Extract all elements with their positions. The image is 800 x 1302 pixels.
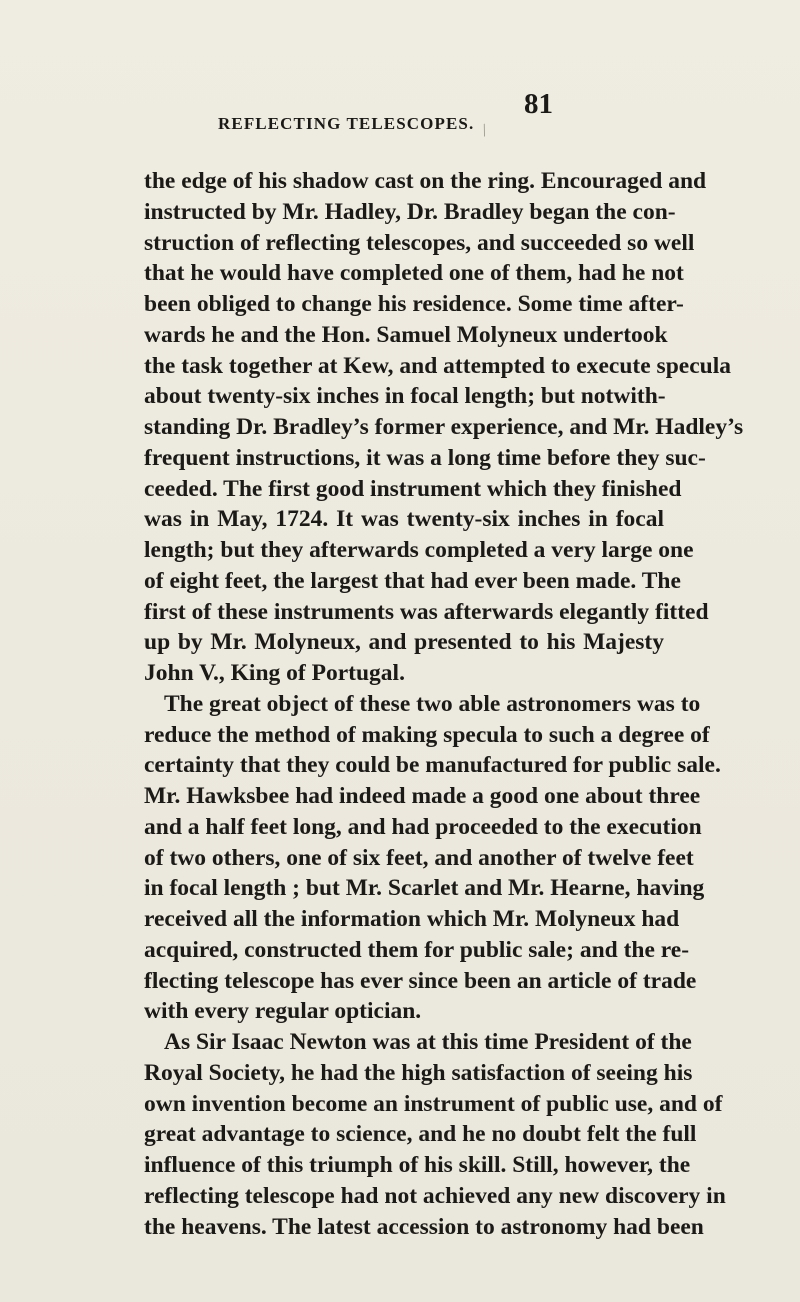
text-line: As Sir Isaac Newton was at this time President of the: [164, 1029, 692, 1055]
text-line: the heavens. The latest accession to astronomy had been: [144, 1213, 704, 1240]
text-line: John V., King of Portugal.: [144, 660, 405, 686]
text-line: up by Mr. Molyneux, and presented to his Majesty: [144, 629, 664, 656]
text-line: that he would have completed one of them, had he not: [144, 260, 684, 287]
text-line: own invention become an instrument of public use, and of: [144, 1090, 723, 1117]
text-line: length; but they afterwards completed a very large one: [144, 537, 694, 563]
page-header: [0, 88, 800, 141]
text-line: influence of this triumph of his skill. Still, however, the: [144, 1152, 691, 1178]
running-head: REFLECTING TELESCOPES.: [218, 114, 475, 133]
text-line: Mr. Hawksbee had indeed made a good one about three: [144, 783, 701, 809]
text-line: reduce the method of making specula to such a degree of: [144, 721, 710, 748]
text-line: the edge of his shadow cast on the ring. Encouraged and: [144, 168, 707, 194]
text-line: was in May, 1724. It was twenty-six inches in focal: [144, 506, 664, 533]
text-line: certainty that they could be manufactured for public sale.: [144, 752, 721, 779]
text-line: ceeded. The first good instrument which they finished: [144, 475, 682, 502]
text-line: standing Dr. Bradley’s former experience, and Mr. Hadley’s: [144, 414, 744, 440]
text-line: about twenty-six inches in focal length; but notwith-: [144, 383, 666, 410]
text-line: with every regular optician.: [144, 998, 422, 1025]
text-line: flecting telescope has ever since been an article of trade: [144, 967, 697, 994]
text-line: Royal Society, he had the high satisfaction of seeing his: [144, 1059, 693, 1086]
text-line: of eight feet, the largest that had ever been made. The: [144, 567, 681, 594]
text-line: frequent instructions, it was a long time before they suc-: [144, 444, 706, 471]
text-line: The great object of these two able astronomers was to: [164, 690, 701, 717]
text-line: reflecting telescope had not achieved any new discovery in: [144, 1182, 726, 1209]
text-line: been obliged to change his residence. Some time after-: [144, 291, 684, 317]
text-line: struction of reflecting telescopes, and succeeded so well: [144, 229, 695, 256]
text-line: received all the information which Mr. Molyneux had: [144, 906, 680, 932]
text-line: great advantage to science, and he no doubt felt the full: [144, 1121, 697, 1148]
text-line: instructed by Mr. Hadley, Dr. Bradley began the con-: [144, 198, 676, 225]
text-line: and a half feet long, and had proceeded to the execution: [144, 813, 702, 840]
text-line: of two others, one of six feet, and another of twelve feet: [144, 844, 694, 871]
text-line: in focal length ; but Mr. Scarlet and Mr. Hearne, having: [144, 875, 705, 902]
text-line: wards he and the Hon. Samuel Molyneux undertook: [144, 321, 668, 348]
text-line: the task together at Kew, and attempted to execute specula: [144, 352, 731, 379]
text-line: first of these instruments was afterwards elegantly fitted: [144, 598, 709, 625]
page-number: 81: [524, 88, 553, 120]
ink-mark: /: [478, 119, 491, 141]
body-text: [144, 166, 744, 1242]
text-line: acquired, constructed them for public sale; and the re-: [144, 936, 690, 963]
